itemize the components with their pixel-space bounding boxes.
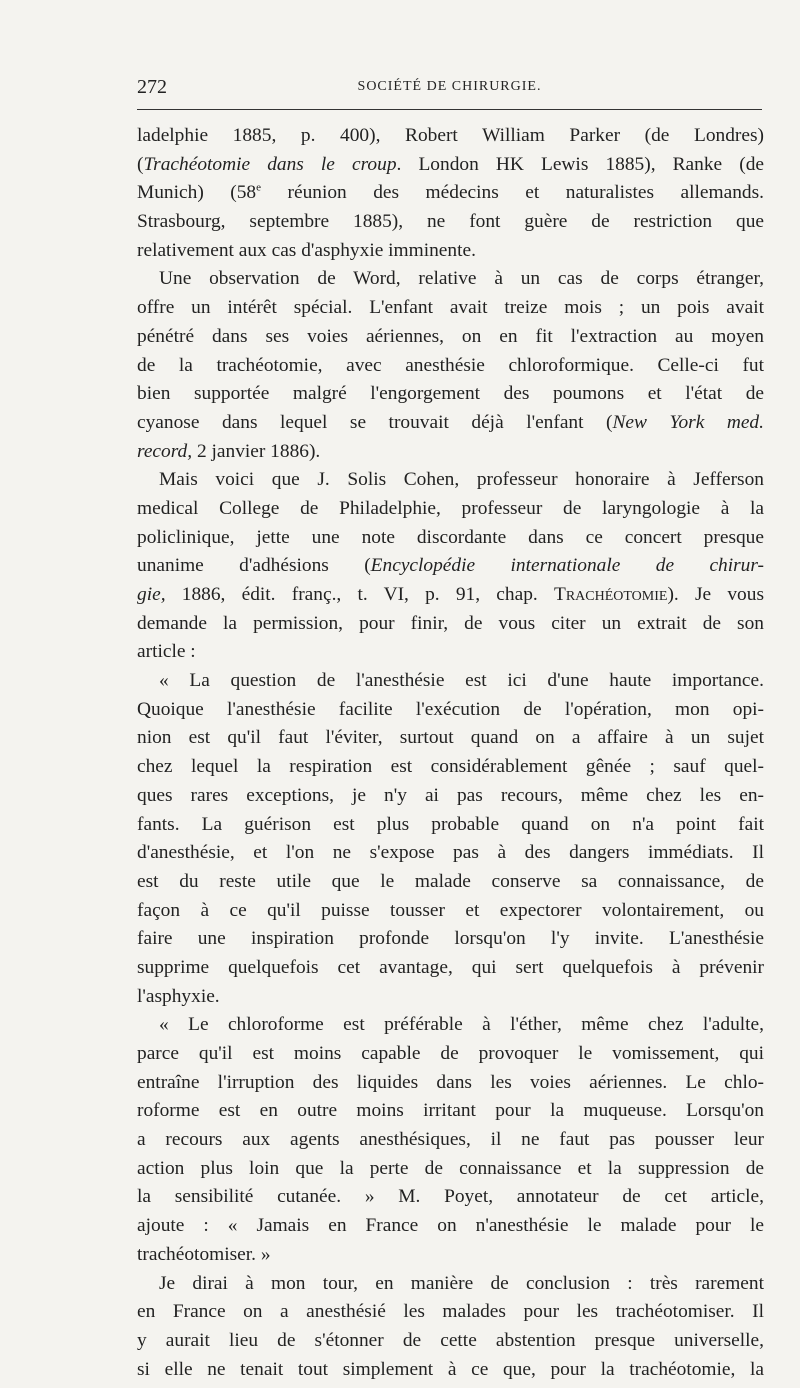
text-line: demande la permission, pour finir, de vous citer un extrait de son	[137, 612, 764, 634]
page-header	[137, 76, 762, 100]
text-line: (Trachéotomie dans le croup. London HK Lewis 1885), Ranke (de	[137, 153, 765, 175]
header-rule	[137, 109, 762, 110]
text-line: policlinique, jette une note discordante dans ce concert presque	[137, 526, 764, 548]
text-line: est du reste utile que le malade conserve sa connaissance, de	[137, 870, 764, 892]
text-line: de la trachéotomie, avec anesthésie chloroformique. Celle-ci fut	[137, 354, 764, 376]
text-line: Je dirai à mon tour, en manière de conclusion : très rarement	[159, 1272, 764, 1294]
text-line: unanime d'adhésions (Encyclopédie internationale de chirur-	[137, 555, 764, 577]
text-line: faire une inspiration profonde lorsqu'on l'y invite. L'anesthésie	[137, 928, 764, 950]
text-line: gie, 1886, édit. franç., t. VI, p. 91, chap. Trachéotomie). Je vous	[137, 584, 764, 605]
text-line: en France on a anesthésié les malades pour les trachéotomiser. Il	[137, 1301, 764, 1323]
text-line: ajoute : « Jamais en France on n'anesthésie le malade pour le	[137, 1215, 764, 1237]
text-line: façon à ce qu'il puisse tousser et expectorer volontairement, ou	[137, 899, 764, 921]
text-line: article :	[137, 641, 196, 663]
text-line: entraîne l'irruption des liquides dans les voies aériennes. Le chlo-	[137, 1071, 764, 1093]
text-line: « Le chloroforme est préférable à l'éther, même chez l'adulte,	[159, 1014, 764, 1036]
body-text	[137, 122, 764, 1384]
text-line: l'asphyxie.	[137, 985, 220, 1007]
paragraph	[137, 265, 764, 466]
text-line: ques rares exceptions, je n'y ai pas recours, même chez les en-	[137, 784, 764, 806]
text-line: la sensibilité cutanée. » M. Poyet, annotateur de cet article,	[137, 1186, 764, 1208]
text-line: Strasbourg, septembre 1885), ne font guère de restriction que	[137, 211, 764, 233]
text-line: d'anesthésie, et l'on ne s'expose pas à des dangers immédiats. Il	[137, 842, 764, 864]
page-number: 272	[137, 76, 167, 98]
text-line: nion est qu'il faut l'éviter, surtout quand on a affaire à un sujet	[137, 727, 764, 749]
text-line: chez lequel la respiration est considérablement gênée ; sauf quel-	[137, 756, 764, 778]
text-line: Une observation de Word, relative à un cas de corps étranger,	[159, 268, 764, 290]
text-line: si elle ne tenait tout simplement à ce que, pour la trachéotomie, la	[137, 1358, 764, 1380]
running-title: SOCIÉTÉ DE CHIRURGIE.	[357, 79, 542, 94]
text-line: Quoique l'anesthésie facilite l'exécution de l'opération, mon opi-	[137, 698, 764, 720]
text-line: Mais voici que J. Solis Cohen, professeur honoraire à Jefferson	[159, 469, 764, 491]
text-line: action plus loin que la perte de connaissance et la suppression de	[137, 1157, 764, 1179]
text-line: cyanose dans lequel se trouvait déjà l'enfant (New York med.	[137, 411, 764, 433]
text-line: ladelphie 1885, p. 400), Robert William Parker (de Londres)	[137, 125, 764, 146]
text-line: roforme est en outre moins irritant pour la muqueuse. Lorsqu'on	[137, 1100, 764, 1122]
text-line: Munich) (58e réunion des médecins et naturalistes allemands.	[137, 181, 765, 204]
paragraph	[137, 122, 764, 265]
text-line: parce qu'il est moins capable de provoquer le vomissement, qui	[137, 1043, 764, 1064]
paragraph	[137, 1011, 764, 1269]
paragraph	[137, 1270, 764, 1385]
text-line: pénétré dans ses voies aériennes, on en fit l'extraction au moyen	[137, 325, 764, 347]
text-line: supprime quelquefois cet avantage, qui sert quelquefois à prévenir	[137, 956, 764, 978]
text-line: bien supportée malgré l'engorgement des poumons et l'état de	[137, 383, 764, 405]
text-line: a recours aux agents anesthésiques, il ne faut pas pousser leur	[137, 1129, 764, 1151]
text-line: record, 2 janvier 1886).	[137, 440, 321, 462]
paragraph	[137, 466, 764, 667]
text-line: « La question de l'anesthésie est ici d'une haute importance.	[159, 670, 764, 692]
paragraph	[137, 667, 764, 1011]
text-line: medical College de Philadelphie, professeur de laryngologie à la	[137, 497, 764, 519]
text-line: fants. La guérison est plus probable quand on n'a point fait	[137, 813, 764, 835]
text-line: y aurait lieu de s'étonner de cette abstention presque universelle,	[137, 1329, 764, 1351]
text-line: trachéotomiser. »	[137, 1243, 271, 1265]
text-line: relativement aux cas d'asphyxie imminente.	[137, 239, 476, 261]
text-line: offre un intérêt spécial. L'enfant avait treize mois ; un pois avait	[137, 297, 764, 319]
